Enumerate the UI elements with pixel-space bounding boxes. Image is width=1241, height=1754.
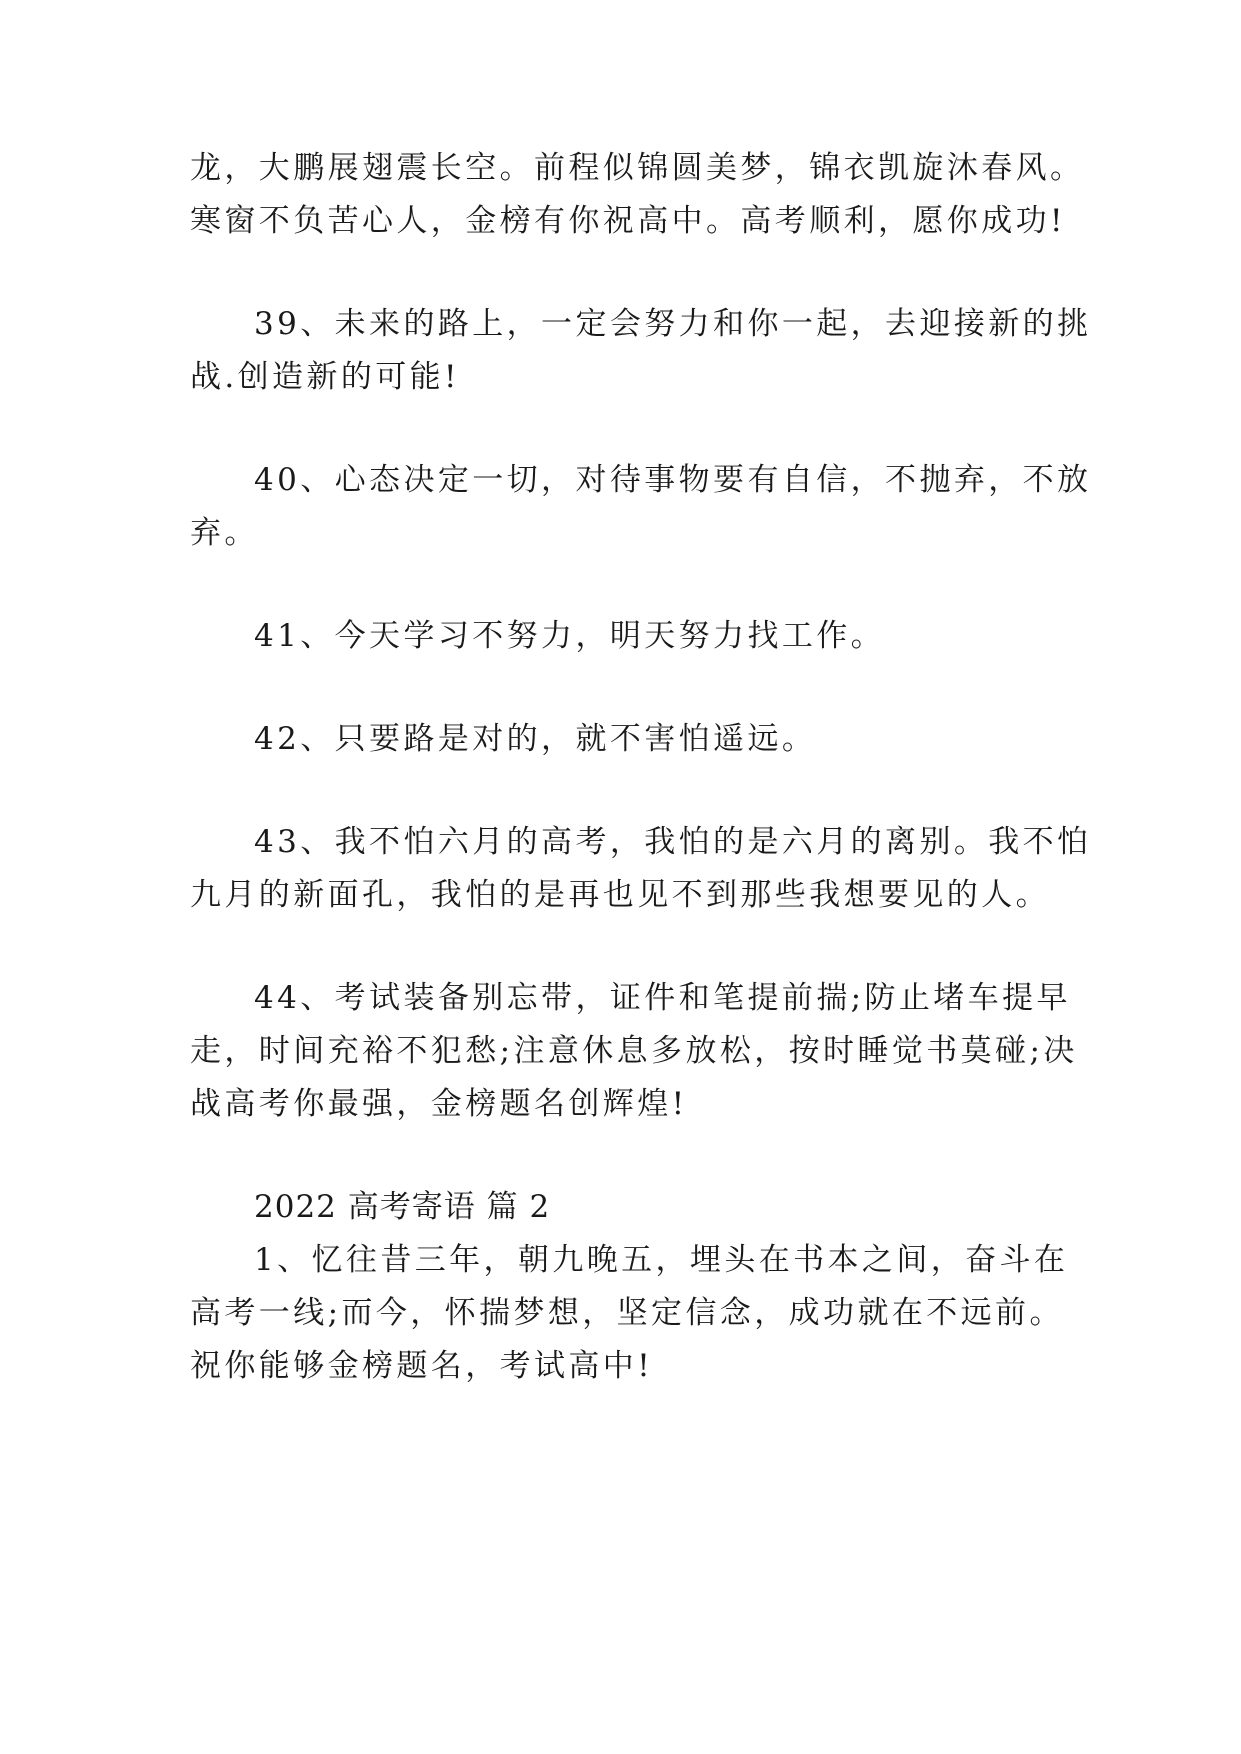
paragraph-line: 寒窗不负苦心人，金榜有你祝高中。高考顺利，愿你成功! xyxy=(190,203,1066,239)
paragraph-line: 39、未来的路上，一定会努力和你一起，去迎接新的挑 xyxy=(254,306,1092,342)
paragraph-line: 龙，大鹏展翅震长空。前程似锦圆美梦，锦衣凯旋沐春风。 xyxy=(190,150,1085,186)
paragraph-line: 40、心态决定一切，对待事物要有自信，不抛弃，不放 xyxy=(254,462,1092,498)
paragraph-line: 44、考试装备别忘带，证件和笔提前揣;防止堵车提早 xyxy=(254,980,1071,1016)
paragraph-line: 1、忆往昔三年，朝九晚五，埋头在书本之间，奋斗在 xyxy=(254,1242,1069,1278)
paragraph-line: 九月的新面孔，我怕的是再也见不到那些我想要见的人。 xyxy=(190,877,1050,913)
paragraph-line: 战高考你最强，金榜题名创辉煌! xyxy=(190,1086,688,1122)
section-heading: 2022 高考寄语 篇 2 xyxy=(254,1189,551,1225)
paragraph-line: 43、我不怕六月的高考，我怕的是六月的离别。我不怕 xyxy=(254,824,1092,860)
paragraph-line: 弃。 xyxy=(190,515,259,551)
paragraph-line: 战.创造新的可能! xyxy=(190,359,460,395)
paragraph-line: 走，时间充裕不犯愁;注意休息多放松，按时睡觉书莫碰;决 xyxy=(190,1033,1078,1069)
paragraph-line: 祝你能够金榜题名，考试高中! xyxy=(190,1348,654,1384)
paragraph-line: 高考一线;而今，怀揣梦想，坚定信念，成功就在不远前。 xyxy=(190,1295,1064,1331)
paragraph-line: 41、今天学习不努力，明天努力找工作。 xyxy=(254,618,886,654)
paragraph-line: 42、只要路是对的，就不害怕遥远。 xyxy=(254,721,817,757)
